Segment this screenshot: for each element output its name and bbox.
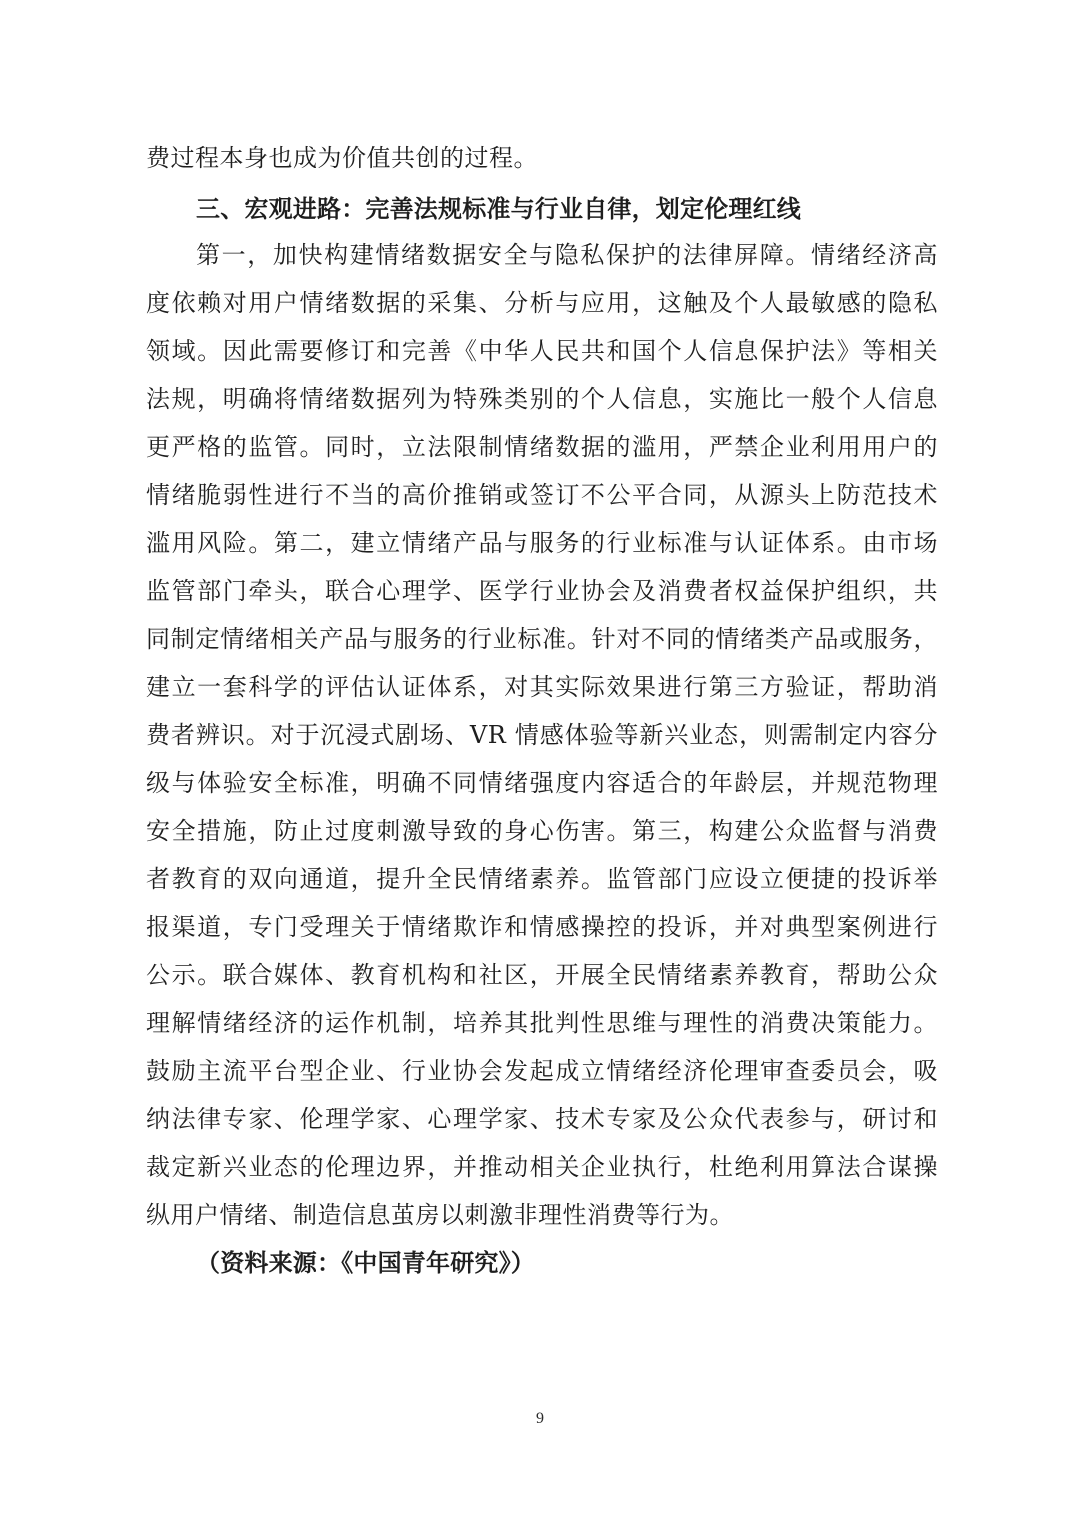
paragraph-line: 费者辨识。对于沉浸式剧场、VR 情感体验等新兴业态，则需制定内容分	[146, 721, 938, 749]
paragraph-line: 纵用户情绪、制造信息茧房以刺激非理性消费等行为。	[146, 1201, 734, 1229]
paragraph-line: 鼓励主流平台型企业、行业协会发起成立情绪经济伦理审查委员会，吸	[146, 1057, 938, 1085]
paragraph-line: 者教育的双向通道，提升全民情绪素养。监管部门应设立便捷的投诉举	[146, 865, 938, 893]
paragraph-line: 报渠道，专门受理关于情绪欺诈和情感操控的投诉，并对典型案例进行	[146, 913, 938, 941]
paragraph-line: 安全措施，防止过度刺激导致的身心伤害。第三，构建公众监督与消费	[146, 817, 938, 845]
paragraph-line: 公示。联合媒体、教育机构和社区，开展全民情绪素养教育，帮助公众	[146, 961, 938, 989]
paragraph-line: 滥用风险。第二，建立情绪产品与服务的行业标准与认证体系。由市场	[146, 529, 938, 557]
paragraph-line: 领域。因此需要修订和完善《中华人民共和国个人信息保护法》等相关	[146, 337, 938, 365]
paragraph-line: 裁定新兴业态的伦理边界，并推动相关企业执行，杜绝利用算法合谋操	[146, 1153, 938, 1181]
paragraph-line: 同制定情绪相关产品与服务的行业标准。针对不同的情绪类产品或服务，	[146, 625, 938, 653]
section-heading: 三、宏观进路：完善法规标准与行业自律，划定伦理红线	[196, 195, 801, 223]
paragraph-line: 建立一套科学的评估认证体系，对其实际效果进行第三方验证，帮助消	[146, 673, 938, 701]
paragraph-line: 度依赖对用户情绪数据的采集、分析与应用，这触及个人最敏感的隐私	[146, 289, 938, 317]
page-number: 9	[536, 1410, 544, 1427]
paragraph-line: 级与体验安全标准，明确不同情绪强度内容适合的年龄层，并规范物理	[146, 769, 938, 797]
source-citation: （资料来源：《中国青年研究》）	[196, 1249, 535, 1277]
paragraph-line: 监管部门牵头，联合心理学、医学行业协会及消费者权益保护组织，共	[146, 577, 938, 605]
paragraph-line: 第一，加快构建情绪数据安全与隐私保护的法律屏障。情绪经济高	[196, 241, 938, 269]
paragraph-line: 纳法律专家、伦理学家、心理学家、技术专家及公众代表参与，研讨和	[146, 1105, 938, 1133]
paragraph-line: 法规，明确将情绪数据列为特殊类别的个人信息，实施比一般个人信息	[146, 385, 938, 413]
paragraph-line-continuation: 费过程本身也成为价值共创的过程。	[146, 144, 538, 172]
paragraph-line: 理解情绪经济的运作机制，培养其批判性思维与理性的消费决策能力。	[146, 1009, 938, 1037]
paragraph-line: 更严格的监管。同时，立法限制情绪数据的滥用，严禁企业利用用户的	[146, 433, 938, 461]
paragraph-line: 情绪脆弱性进行不当的高价推销或签订不公平合同，从源头上防范技术	[146, 481, 938, 509]
